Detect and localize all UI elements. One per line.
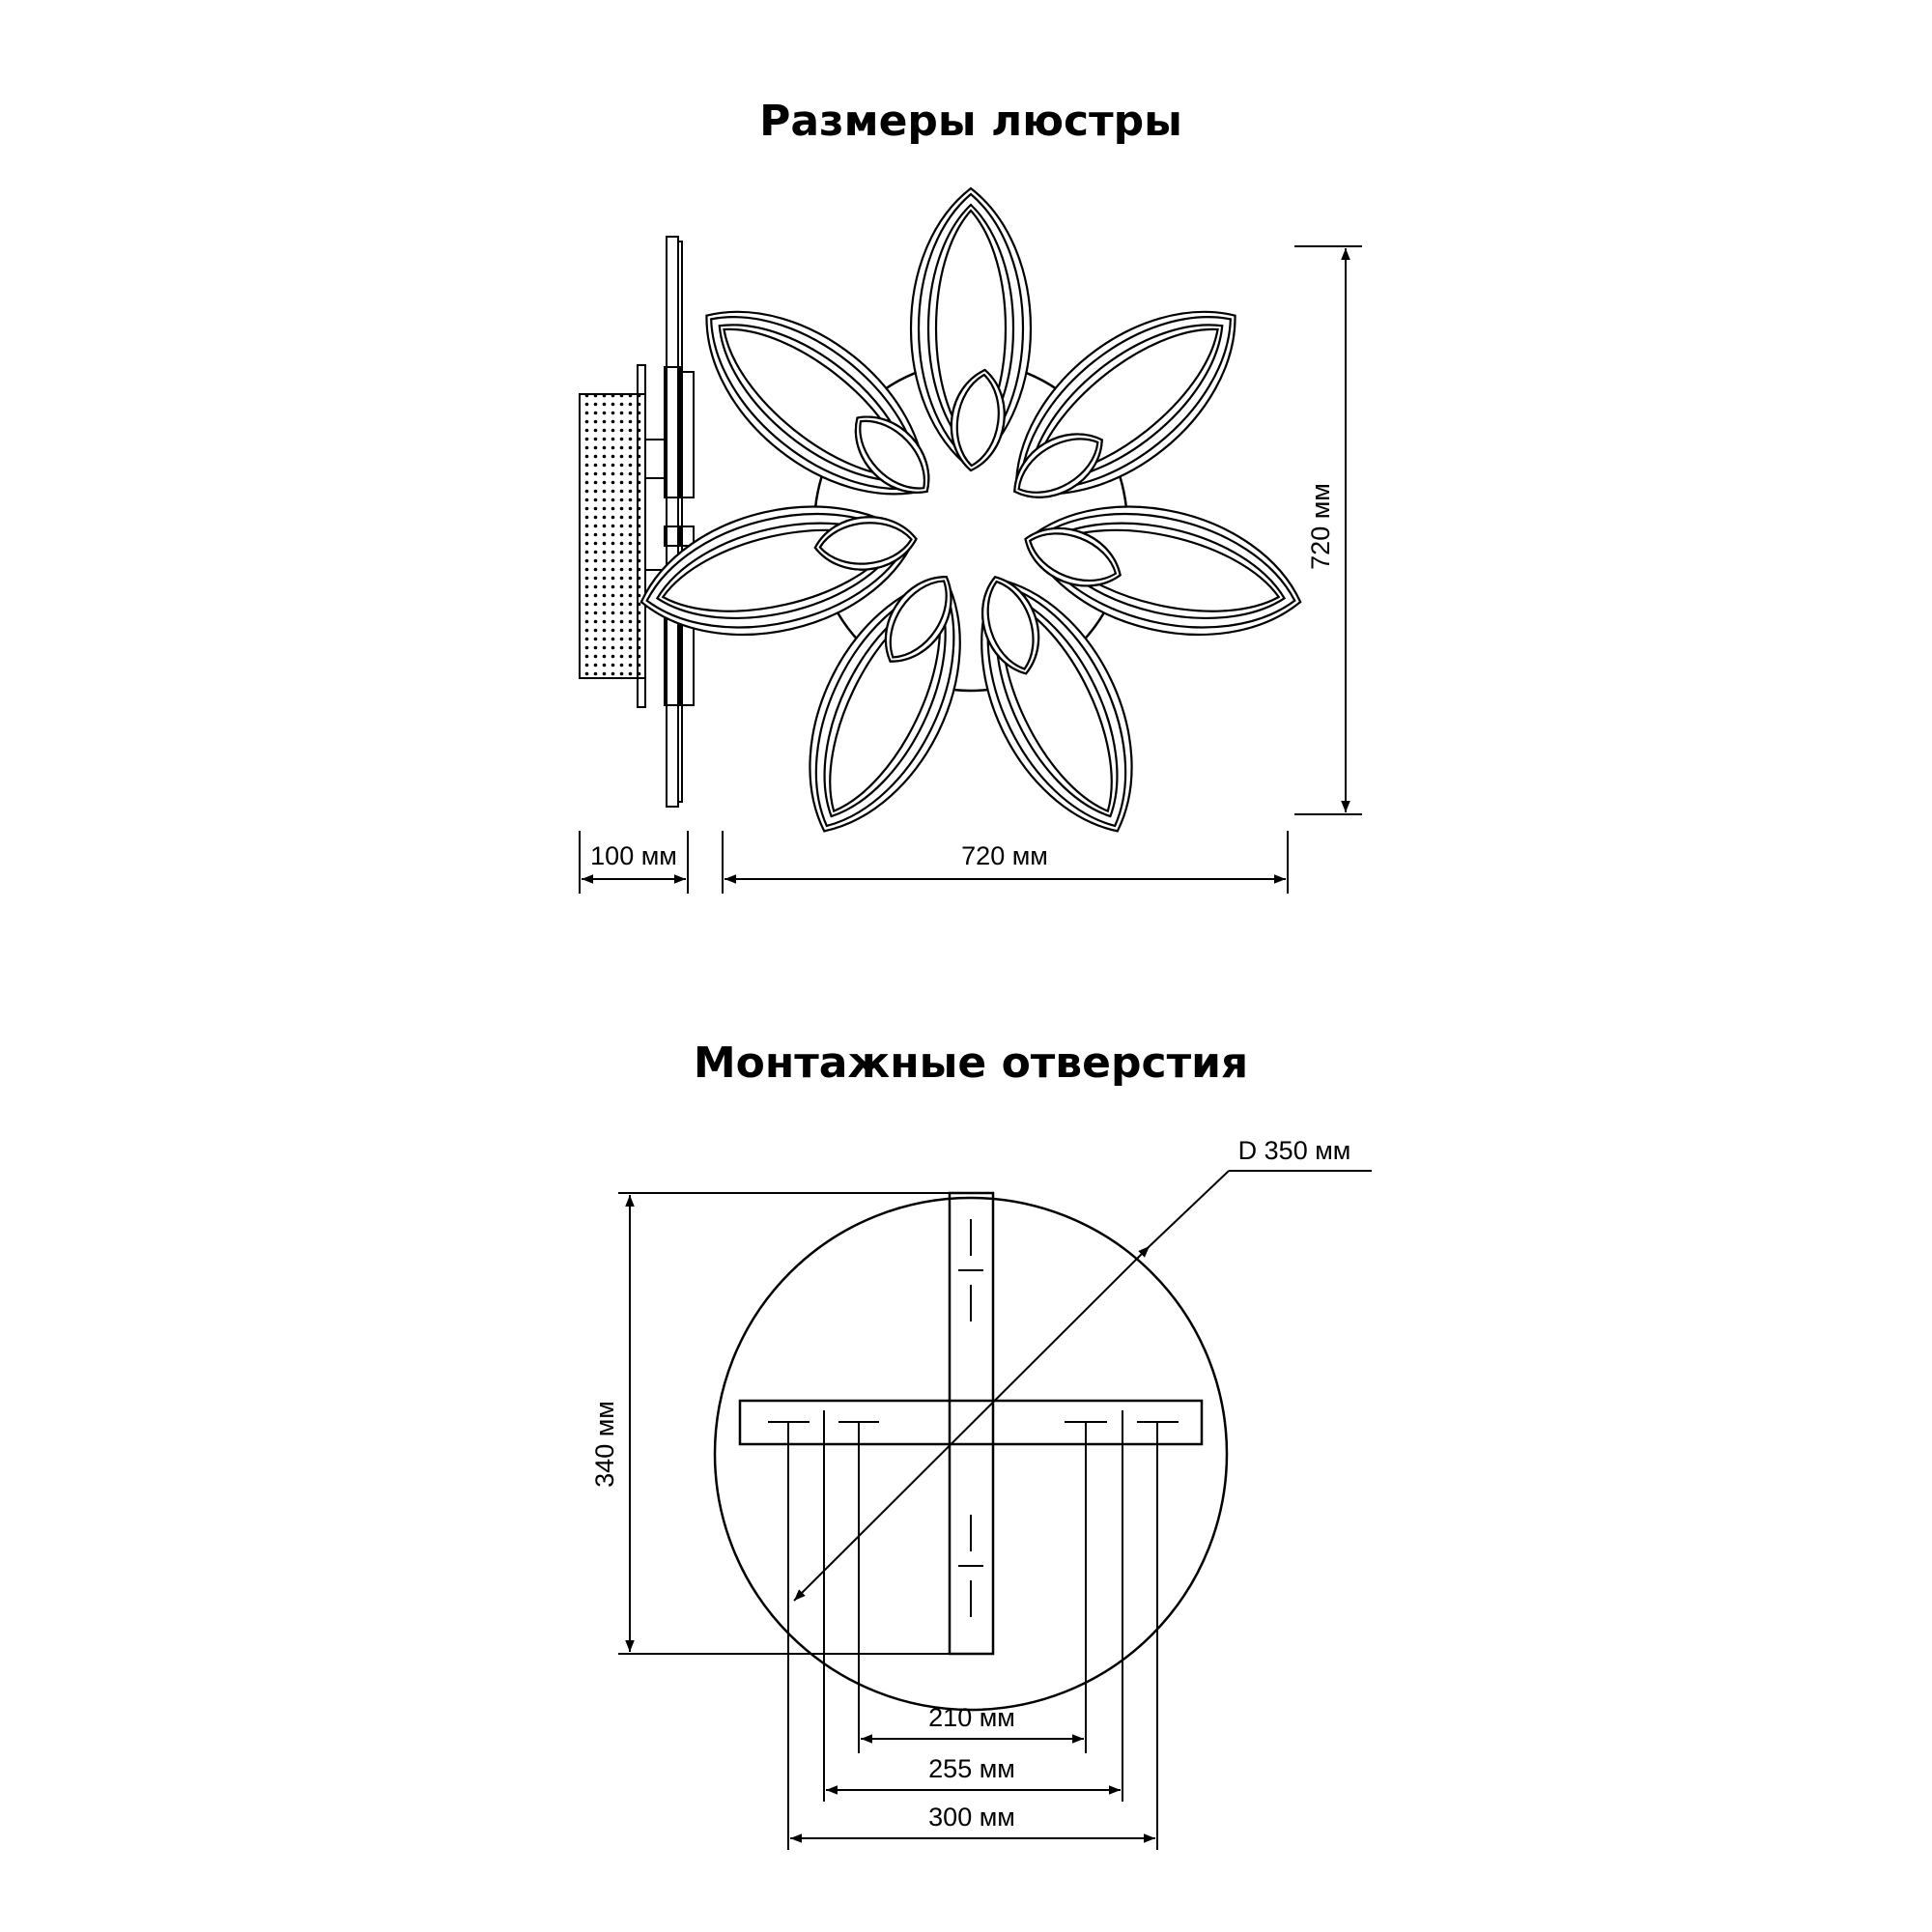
top-view	[628, 188, 1314, 857]
leaf-arms	[628, 188, 1314, 857]
outer-holes-label: 300 мм	[928, 1803, 1015, 1832]
hole-extension-lines	[788, 1422, 1157, 1850]
dimensions-title: Размеры люстры	[759, 97, 1182, 146]
width-label: 720 мм	[961, 841, 1048, 870]
middle-holes-dimension	[826, 1754, 1121, 1790]
diameter-label: D 350 мм	[1237, 1136, 1351, 1165]
depth-dimension	[580, 831, 688, 894]
mounting-plate	[715, 1193, 1227, 1710]
inner-holes-dimension	[861, 1703, 1084, 1739]
diameter-dimension	[794, 1136, 1372, 1601]
outer-holes-dimension	[790, 1803, 1155, 1838]
depth-label: 100 мм	[590, 841, 677, 870]
inner-holes-label: 210 мм	[928, 1703, 1015, 1732]
width-dimension	[723, 831, 1288, 894]
vertical-span-dimension	[590, 1193, 952, 1654]
vertical-span-label: 340 мм	[590, 1401, 619, 1488]
middle-holes-label: 255 мм	[928, 1754, 1015, 1783]
mounting-circle	[715, 1198, 1227, 1710]
side-view	[580, 237, 694, 807]
height-label: 720 мм	[1306, 483, 1335, 570]
mounting-title: Монтажные отверстия	[693, 1038, 1249, 1088]
height-dimension	[1294, 246, 1362, 814]
